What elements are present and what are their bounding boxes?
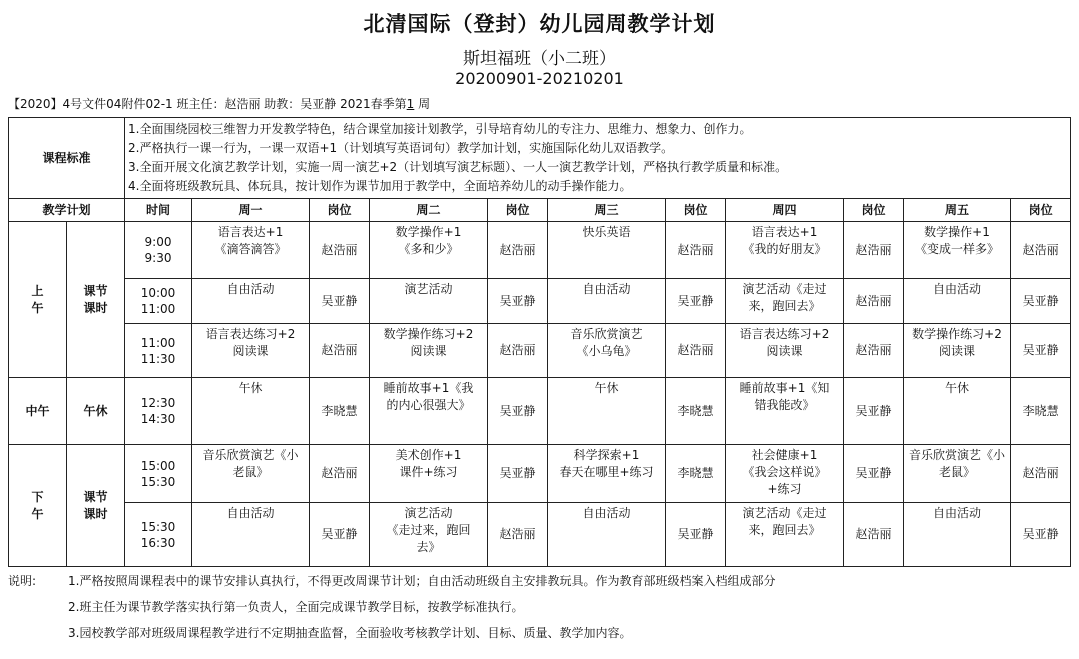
activity-cell <box>192 445 310 503</box>
activity-cell <box>370 222 488 279</box>
activity-cell <box>726 378 844 445</box>
day-header: 周五 <box>904 199 1011 222</box>
post-cell: 李晓慧 <box>666 378 726 445</box>
activity-line: 演艺活动《走过 <box>742 506 827 520</box>
activity-line: 睡前故事+1《我 <box>383 381 474 395</box>
post-cell: 赵浩丽 <box>1011 222 1071 279</box>
post-cell: 赵浩丽 <box>844 503 904 567</box>
post-header: 岗位 <box>844 199 904 222</box>
activity-cell <box>904 378 1011 445</box>
activity-line: 演艺活动 <box>404 282 453 296</box>
activity-line: 演艺活动《走过 <box>742 282 827 296</box>
activity-line: 数学操作+1 <box>395 225 462 239</box>
post-cell: 吴亚静 <box>310 279 370 324</box>
time-value: 14:30 <box>140 412 176 426</box>
standard-item: 4.全面将班级教玩具、体玩具，按计划作为课节加用于教学中，全面培养幼儿的动手操作能力。 <box>128 179 632 193</box>
time-value: 9:00 <box>144 235 172 249</box>
activity-line: 音乐欣赏演艺 <box>570 327 643 341</box>
activity-line: 午休 <box>945 381 970 395</box>
post-header: 岗位 <box>310 199 370 222</box>
standards-list <box>125 118 1071 199</box>
activity-line: 睡前故事+1《知 <box>739 381 830 395</box>
post-cell: 赵浩丽 <box>844 279 904 324</box>
standard-item: 2.严格执行一课一行为，一课一双语+1（计划填写英语词句）教学加计划，实施国际化幼儿双语教学。 <box>128 141 674 155</box>
post-cell: 吴亚静 <box>488 445 548 503</box>
date-range: 20200901-20210201 <box>455 69 624 88</box>
period-afternoon: 下 午 <box>9 445 67 567</box>
activity-cell <box>548 445 666 503</box>
post-cell: 赵浩丽 <box>666 324 726 378</box>
activity-line: 的内心很强大》 <box>386 398 471 412</box>
activity-line: 音乐欣赏演艺《小 <box>909 448 1006 462</box>
post-cell: 赵浩丽 <box>844 222 904 279</box>
standard-item: 3.全面开展文化演艺教学计划，实施一周一演艺+2（计划填写演艺标题）、一人一演艺教学计划，严格执行教学质量和标准。 <box>128 160 788 174</box>
activity-line: 阅读课 <box>939 344 976 358</box>
time-value: 12:30 <box>140 396 176 410</box>
post-cell: 吴亚静 <box>844 445 904 503</box>
class-name: 斯坦福班（小二班） <box>463 49 616 69</box>
standards-row <box>9 118 1071 199</box>
activity-cell <box>548 324 666 378</box>
time-cell <box>125 378 192 445</box>
activity-cell <box>904 324 1011 378</box>
activity-cell <box>726 503 844 567</box>
activity-line: 快乐英语 <box>582 225 631 239</box>
activity-cell <box>904 503 1011 567</box>
info-line <box>8 95 430 112</box>
activity-cell <box>192 378 310 445</box>
activity-line: 美术创作+1 <box>395 448 462 462</box>
note-item: 2.班主任为课节教学落实执行第一负责人，全面完成课节教学目标，按教学标准执行。 <box>68 600 524 614</box>
post-cell: 赵浩丽 <box>310 324 370 378</box>
activity-line: 语言表达练习+2 <box>739 327 830 341</box>
activity-cell <box>370 445 488 503</box>
activity-line: 来，跑回去》 <box>748 299 821 313</box>
activity-line: 语言表达+1 <box>217 225 284 239</box>
schedule-row <box>9 279 1071 324</box>
post-cell: 李晓慧 <box>310 378 370 445</box>
post-cell: 吴亚静 <box>1011 503 1071 567</box>
lesson-label: 课节 课时 <box>67 445 125 567</box>
time-value: 10:00 <box>140 286 176 300</box>
activity-line: 阅读课 <box>232 344 269 358</box>
post-cell: 赵浩丽 <box>488 222 548 279</box>
post-cell: 赵浩丽 <box>310 445 370 503</box>
day-header: 周二 <box>370 199 488 222</box>
activity-cell <box>548 279 666 324</box>
post-header: 岗位 <box>1011 199 1071 222</box>
activity-cell <box>904 279 1011 324</box>
period-morning: 上 午 <box>9 222 67 378</box>
schedule-table <box>8 117 1071 567</box>
activity-line: 数学操作练习+2 <box>912 327 1002 341</box>
activity-line: 自由活动 <box>933 282 982 296</box>
activity-line: 数学操作+1 <box>924 225 990 239</box>
activity-line: 错我能改》 <box>754 398 815 412</box>
post-cell: 李晓慧 <box>1011 378 1071 445</box>
activity-cell <box>192 503 310 567</box>
schedule-row <box>9 222 1071 279</box>
activity-line: 《我会这样说》 <box>742 465 827 479</box>
time-value: 11:00 <box>140 335 176 350</box>
time-value: 9:30 <box>144 251 172 265</box>
time-value: 11:00 <box>140 302 176 316</box>
activity-line: 科学探索+1 <box>573 448 640 462</box>
activity-cell <box>370 279 488 324</box>
time-value: 11:30 <box>140 351 176 366</box>
activity-cell <box>904 222 1011 279</box>
time-value: 15:00 <box>140 458 176 473</box>
activity-line: 午休 <box>238 381 263 395</box>
time-cell <box>125 222 192 279</box>
time-value: 15:30 <box>140 519 176 534</box>
activity-line: 自由活动 <box>226 506 275 520</box>
activity-line: +练习 <box>767 482 802 496</box>
post-cell: 赵浩丽 <box>488 324 548 378</box>
post-cell: 吴亚静 <box>666 503 726 567</box>
activity-cell <box>192 279 310 324</box>
day-header: 周一 <box>192 199 310 222</box>
time-cell <box>125 445 192 503</box>
activity-line: 自由活动 <box>582 506 631 520</box>
activity-line: 阅读课 <box>766 344 803 358</box>
standard-item: 1.全面围绕园校三维智力开发教学特色，结合课堂加接计划教学，引导培育幼儿的专注力、思维力、想象力、创作力。 <box>128 122 752 136</box>
post-header: 岗位 <box>488 199 548 222</box>
activity-line: 自由活动 <box>226 282 275 296</box>
activity-line: 阅读课 <box>410 344 447 358</box>
activity-line: 课件+练习 <box>399 465 458 479</box>
time-value: 15:30 <box>140 474 176 489</box>
post-cell: 吴亚静 <box>666 279 726 324</box>
activity-cell <box>904 445 1011 503</box>
info-prefix: 【2020】4号文件04附件02-1 班主任：赵浩丽 助教：吴亚静 2021春季第 <box>8 97 407 111</box>
activity-cell <box>548 503 666 567</box>
time-header: 时间 <box>125 199 192 222</box>
activity-cell <box>548 378 666 445</box>
activity-line: 春天在哪里+练习 <box>559 465 654 479</box>
activity-cell <box>726 279 844 324</box>
activity-cell <box>192 222 310 279</box>
post-cell: 赵浩丽 <box>1011 445 1071 503</box>
note-item: 1.严格按照周课程表中的课节安排认真执行，不得更改周课节计划；自由活动班级自主安排教玩具。作为教育部班级档案入档组成部分 <box>68 574 776 588</box>
activity-line: 自由活动 <box>933 506 982 520</box>
activity-line: 午休 <box>594 381 619 395</box>
activity-cell <box>370 503 488 567</box>
post-cell: 赵浩丽 <box>310 222 370 279</box>
activity-cell <box>726 222 844 279</box>
activity-line: 社会健康+1 <box>751 448 818 462</box>
post-cell: 吴亚静 <box>310 503 370 567</box>
activity-line: 《多和少》 <box>398 242 459 256</box>
post-cell: 吴亚静 <box>1011 324 1071 378</box>
activity-cell <box>548 222 666 279</box>
post-cell: 吴亚静 <box>1011 279 1071 324</box>
activity-cell <box>192 324 310 378</box>
activity-line: 老鼠》 <box>232 465 269 479</box>
schedule-row <box>9 324 1071 378</box>
schedule-row <box>9 503 1071 567</box>
activity-line: 音乐欣赏演艺《小 <box>202 448 299 462</box>
activity-line: 演艺活动 <box>404 506 453 520</box>
time-value: 16:30 <box>140 535 176 550</box>
post-cell: 吴亚静 <box>488 279 548 324</box>
post-cell: 赵浩丽 <box>844 324 904 378</box>
post-cell: 吴亚静 <box>488 378 548 445</box>
activity-cell <box>726 445 844 503</box>
activity-line: 去》 <box>416 540 441 554</box>
post-cell: 赵浩丽 <box>666 222 726 279</box>
activity-line: 数学操作练习+2 <box>383 327 474 341</box>
post-header: 岗位 <box>666 199 726 222</box>
time-cell <box>125 503 192 567</box>
day-header: 周四 <box>726 199 844 222</box>
post-cell: 李晓慧 <box>666 445 726 503</box>
activity-line: 语言表达练习+2 <box>205 327 296 341</box>
activity-cell <box>726 324 844 378</box>
plan-header: 教学计划 <box>9 199 125 222</box>
header-row <box>9 199 1071 222</box>
week-suffix: 周 <box>418 97 431 111</box>
activity-line: 《滴答滴答》 <box>214 242 287 256</box>
time-cell <box>125 324 192 378</box>
note-item: 3.园校教学部对班级周课程教学进行不定期抽查监督，全面验收考核教学计划、目标、质量、教学加内容。 <box>68 626 632 640</box>
notes-label: 说明: <box>8 574 37 588</box>
time-cell <box>125 279 192 324</box>
post-cell: 吴亚静 <box>844 378 904 445</box>
activity-line: 《我的好朋友》 <box>742 242 827 256</box>
activity-line: 《变成一样多》 <box>915 242 1000 256</box>
lesson-label: 课节 课时 <box>67 222 125 378</box>
page-title: 北清国际（登封）幼儿园周教学计划 <box>363 12 716 36</box>
activity-line: 语言表达+1 <box>751 225 818 239</box>
schedule-row <box>9 378 1071 445</box>
activity-line: 来，跑回去》 <box>748 523 821 537</box>
activity-line: 自由活动 <box>582 282 631 296</box>
week-number: 1 <box>406 97 415 111</box>
activity-line: 老鼠》 <box>939 465 976 479</box>
standards-label: 课程标准 <box>9 118 125 199</box>
activity-line: 《小乌龟》 <box>576 344 637 358</box>
schedule-row <box>9 445 1071 503</box>
activity-cell <box>370 378 488 445</box>
period-noon: 中午 <box>9 378 67 445</box>
day-header: 周三 <box>548 199 666 222</box>
nap-label: 午休 <box>67 378 125 445</box>
activity-cell <box>370 324 488 378</box>
post-cell: 赵浩丽 <box>488 503 548 567</box>
activity-line: 《走过来，跑回 <box>386 523 471 537</box>
